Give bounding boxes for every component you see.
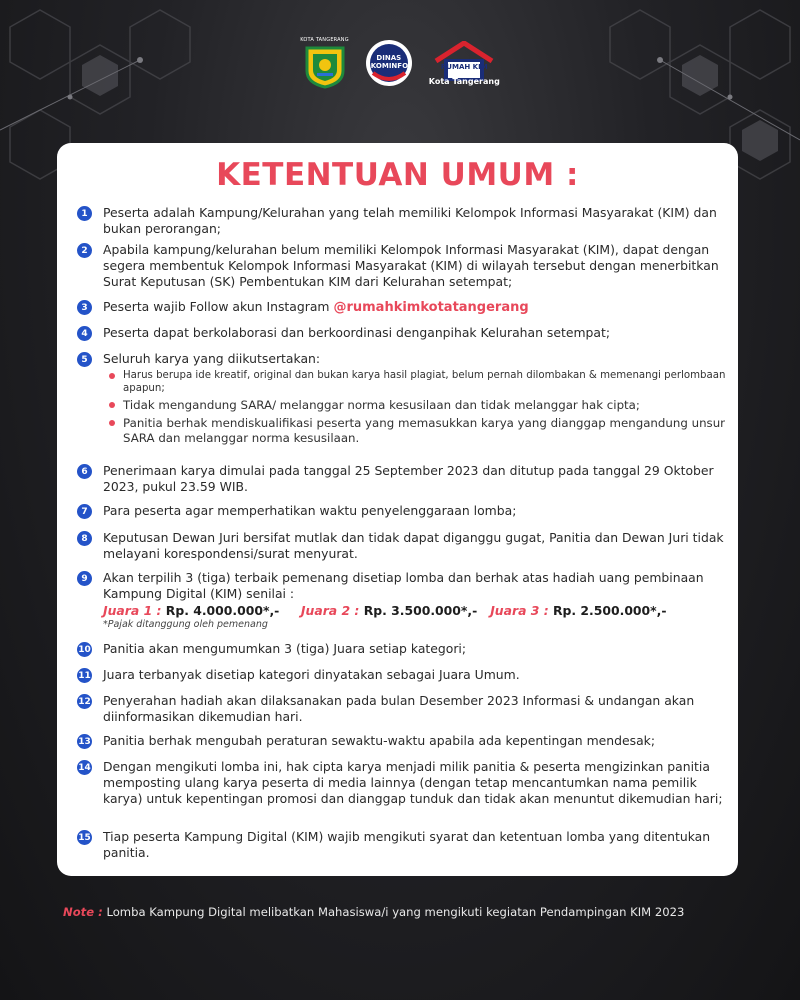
rule-item [77,205,727,237]
number-badge: 5 [77,352,92,367]
rule-item [77,463,727,495]
instagram-handle-link[interactable]: @rumahkimkotatangerang [333,300,529,315]
rule-item [77,829,727,861]
sub-list [109,369,727,446]
rule-text: Penerimaan karya dimulai pada tanggal 25 September 2023 dan ditutup pada tanggal 29 Oktober 2023, pukul 23.59 WIB. [103,463,714,494]
rule-item [77,570,727,631]
number-badge: 2 [77,243,92,258]
rule-text: Apabila kampung/kelurahan belum memiliki Kelompok Informasi Masyarakat (KIM), dapat dengan segera membentuk Kelompok Informasi Masyarakat (KIM) di wilayah tersebut dengan menerbitkan Surat Keputusan (SK) Pembentukan KIM dari Kelurahan setempat; [103,242,719,289]
number-badge: 6 [77,464,92,479]
rule-item [77,733,727,749]
rule-text: Para peserta agar memperhatikan waktu penyelenggaraan lomba; [103,503,517,518]
number-badge: 15 [77,830,92,845]
note-label: Note : [63,905,103,919]
rule-text: Penyerahan hadiah akan dilaksanakan pada bulan Desember 2023 Informasi & undangan akan diinformasikan dikemudian hari. [103,693,695,724]
rule-text: Panitia berhak mengubah peraturan sewaktu-waktu apabila ada kepentingan mendesak; [103,733,656,748]
rule-item [77,530,727,562]
dinas-kominfo-logo [365,39,413,87]
rule-text: Peserta dapat berkolaborasi dan berkoordinasi denganpihak Kelurahan setempat; [103,325,611,340]
footer-note [63,905,763,919]
rule-item [77,667,727,683]
sub-text: Tidak mengandung SARA/ melanggar norma kesusilaan dan tidak melanggar hak cipta; [123,398,640,412]
sub-text: Panitia berhak mendiskualifikasi peserta yang memasukkan karya yang dianggap mengandung unsur SARA dan melanggar norma kesusilaan. [123,416,726,445]
number-badge: 9 [77,571,92,586]
prize-label: Juara 3 : [490,603,549,618]
sub-item [109,416,727,446]
sub-item [109,398,727,413]
page-title: KETENTUAN UMUM : [216,157,579,193]
number-badge: 1 [77,206,92,221]
rule-text: Keputusan Dewan Juri bersifat mutlak dan tidak dapat diganggu gugat, Panitia dan Dewan Juri tidak melayani korespondensi/surat menyurat. [103,530,724,561]
rule-text: Tiap peserta Kampung Digital (KIM) wajib mengikuti syarat dan ketentuan lomba yang ditentukan panitia. [103,829,711,860]
rule-item [77,325,727,341]
rule-text: Akan terpilih 3 (tiga) terbaik pemenang disetiap lomba dan berhak atas hadiah uang pembinaan Kampung Digital (KIM) senilai : [103,570,704,601]
rule-item [77,503,727,519]
rule-text: Peserta wajib Follow akun Instagram [103,299,330,314]
city-crest-logo [300,37,349,89]
tax-note: *Pajak ditanggung oleh pemenang [103,619,268,630]
number-badge: 4 [77,326,92,341]
rule-text: Peserta adalah Kampung/Kelurahan yang telah memiliki Kelompok Informasi Masyarakat (KIM) dan bukan perorangan; [103,205,717,236]
number-badge: 3 [77,300,92,315]
number-badge: 10 [77,642,92,657]
number-badge: 14 [77,760,92,775]
number-badge: 12 [77,694,92,709]
rule-item [77,242,727,290]
number-badge: 11 [77,668,92,683]
rule-text: Dengan mengikuti lomba ini, hak cipta karya menjadi milik panitia & peserta mengizinkan panitia memposting ulang karya peserta di media lainnya (dengan tetap mencantumkan nama pemilik karya) untuk kepentingan promosi dan dianggap tunduk dan tidak akan menuntut dikemudian hari; [103,759,723,806]
rule-text: Seluruh karya yang diikutsertakan: [103,351,321,366]
sub-text: Harus berupa ide kreatif, original dan bukan karya hasil plagiat, belum pernah dilombakan & memenangi perlombaan apapun; [123,370,726,394]
note-text: Lomba Kampung Digital melibatkan Mahasiswa/i yang mengikuti kegiatan Pendampingan KIM 2023 [106,905,685,919]
number-badge: 7 [77,504,92,519]
sub-item [109,369,727,395]
bullet-icon [109,402,115,408]
prize-label: Juara 2 : [300,603,360,618]
rule-item [77,641,727,657]
rule-item [77,693,727,725]
rule-text: Panitia akan mengumumkan 3 (tiga) Juara setiap kategori; [103,641,467,656]
logo-row [0,32,800,94]
bullet-icon [109,420,115,426]
crest-icon [304,45,346,89]
prize-list [103,603,727,619]
bullet-icon [109,373,115,379]
crest-caption: KOTA TANGERANG [300,37,349,43]
rule-item [77,759,727,807]
number-badge: 8 [77,531,92,546]
rules-card [57,143,738,876]
rule-text: Juara terbanyak disetiap kategori dinyatakan sebagai Juara Umum. [103,667,520,682]
rule-item [77,351,727,449]
rumah-kim-caption: Kota Tangerang [428,76,500,86]
prize-amount: Rp. 4.000.000*,- [165,603,280,618]
rumah-kim-text: RUMAH KIM [440,62,488,71]
dinas-kominfo-text: DINAS KOMINFO [370,54,409,70]
prize-label: Juara 1 : [103,603,162,618]
number-badge: 13 [77,734,92,749]
rumah-kim-logo [429,41,500,86]
prize-amount: Rp. 3.500.000*,- [363,603,478,618]
rule-item [77,299,727,316]
prize-amount: Rp. 2.500.000*,- [552,603,667,618]
